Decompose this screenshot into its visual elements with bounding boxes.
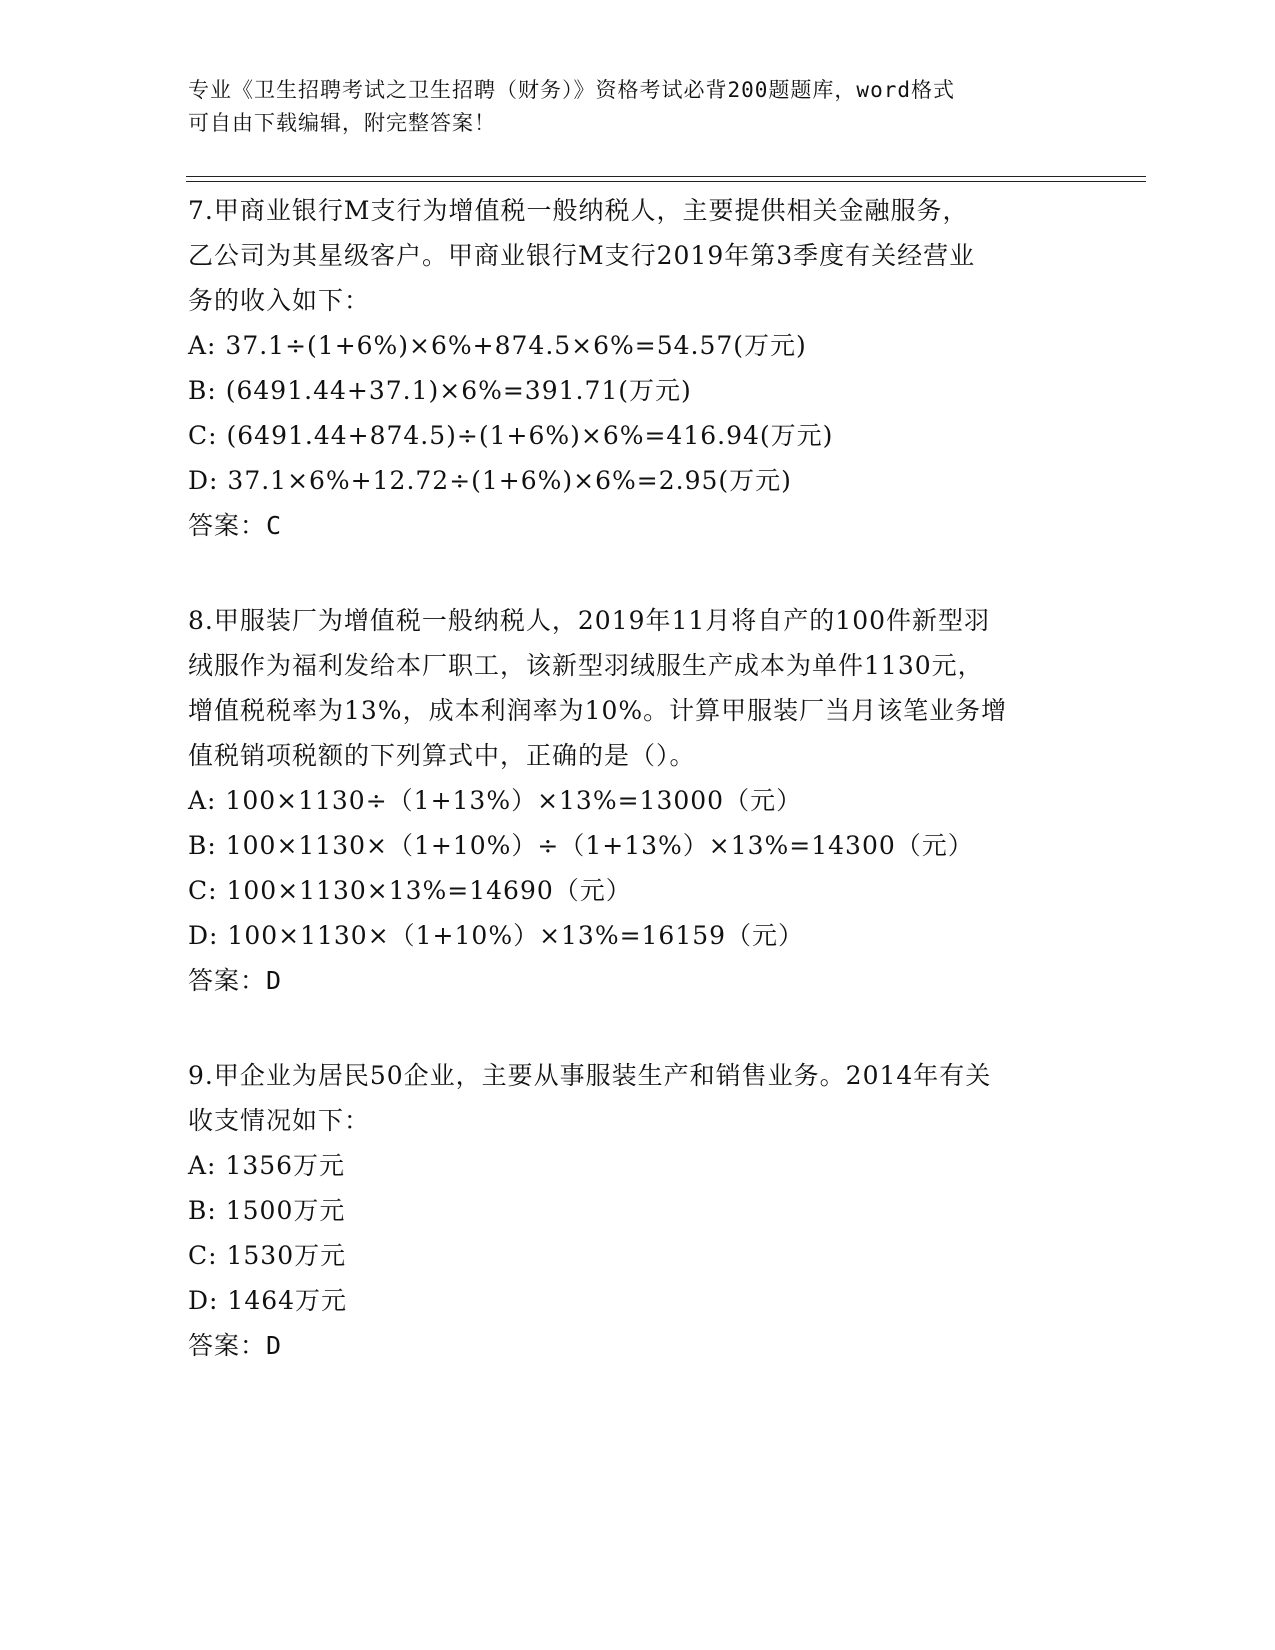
answer-label: 答案： — [188, 511, 267, 540]
header-divider-top — [186, 176, 1146, 177]
option-d: D: 1464万元 — [188, 1286, 348, 1315]
question-list — [188, 188, 1088, 1418]
option-c: C: 100×1130×13%=14690（元） — [188, 876, 632, 905]
question-9 — [188, 1053, 1088, 1369]
question-stem-line: 7.甲商业银行M支行为增值税一般纳税人，主要提供相关金融服务， — [188, 196, 969, 225]
option-b: B: 100×1130×（1+10%）÷（1+13%）×13%=14300（元） — [188, 831, 974, 860]
answer-value: D — [266, 966, 283, 995]
question-8 — [188, 598, 1088, 1004]
option-c: C: (6491.44+874.5)÷(1+6%)×6%=416.94(万元) — [188, 421, 834, 450]
question-stem-line: 乙公司为其星级客户。甲商业银行M支行2019年第3季度有关经营业 — [188, 241, 976, 270]
option-b: B: 1500万元 — [188, 1196, 346, 1225]
header-line-1: 专业《卫生招聘考试之卫生招聘（财务）》资格考试必背200题题库，word格式 — [188, 78, 955, 102]
question-stem-line: 收支情况如下： — [188, 1106, 371, 1135]
question-7 — [188, 188, 1088, 549]
answer-label: 答案： — [188, 966, 267, 995]
option-a: A: 37.1÷(1+6%)×6%+874.5×6%=54.57(万元) — [188, 331, 807, 360]
question-stem-line: 9.甲企业为居民50企业，主要从事服装生产和销售业务。2014年有关 — [188, 1061, 992, 1090]
answer-line — [188, 503, 1088, 549]
question-stem-line: 增值税税率为13%，成本利润率为10%。计算甲服装厂当月该笔业务增 — [188, 696, 1008, 725]
option-a: A: 1356万元 — [188, 1151, 346, 1180]
answer-line — [188, 958, 1088, 1004]
option-d: D: 100×1130×（1+10%）×13%=16159（元） — [188, 921, 805, 950]
option-a: A: 100×1130÷（1+13%）×13%=13000（元） — [188, 786, 803, 815]
document-header — [188, 74, 1108, 140]
question-stem-line: 值税销项税额的下列算式中，正确的是（）。 — [188, 741, 696, 770]
question-stem-line: 8.甲服装厂为增值税一般纳税人，2019年11月将自产的100件新型羽 — [188, 606, 991, 635]
option-c: C: 1530万元 — [188, 1241, 347, 1270]
answer-label: 答案： — [188, 1331, 267, 1360]
header-divider-bottom — [186, 181, 1146, 182]
answer-value: D — [266, 1331, 283, 1360]
question-stem-line: 绒服作为福利发给本厂职工，该新型羽绒服生产成本为单件1130元， — [188, 651, 984, 680]
option-b: B: (6491.44+37.1)×6%=391.71(万元) — [188, 376, 692, 405]
option-d: D: 37.1×6%+12.72÷(1+6%)×6%=2.95(万元) — [188, 466, 792, 495]
answer-line — [188, 1323, 1088, 1369]
header-line-2: 可自由下载编辑，附完整答案！ — [188, 111, 496, 135]
question-stem-line: 务的收入如下： — [188, 286, 371, 315]
answer-value: C — [266, 511, 283, 540]
